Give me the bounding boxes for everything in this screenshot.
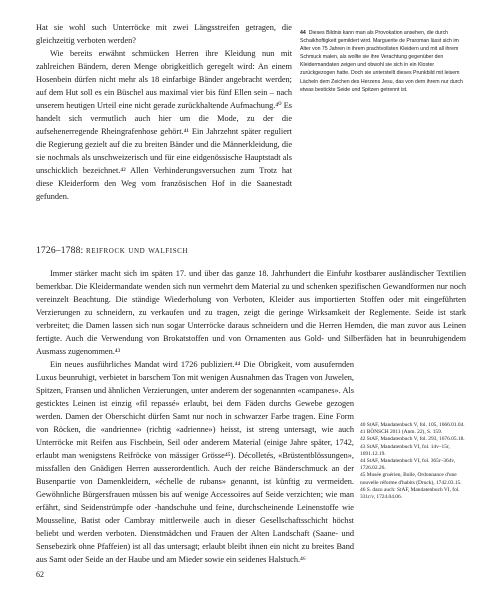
paragraph: Hat sie wohl such Unterröcke mit zwei Längsstreifen getragen, die gleichzeitig verboten werden? [36,23,292,45]
footnotes [360,422,470,501]
image-caption [300,29,470,94]
top-text-block [36,21,292,203]
caption-text: Dieses Bildnis kann man als Provokation ansehen, die durch Schaikhoftigkeit gemildert wird. Marguerite de Praroman lässt sich im Alter von 75 Jahren in ihrem prachtvollsten Kleidern und mit all ihrem Schmuck malen, als wollte sie ihre Verachtung gegenüber den Kleidermandaten zeigen und obwohl sie sich in ein Kloster zurückgezogen hatte. Doch sie unterstellt dieses Prunkbild mit leisem Lächeln dem Zeichen des Herzens Jesu, das von dem ihrem nur durch etwas bestickte Seide und Spitzen getrennt ist. [300,30,463,93]
footnote: 41 BÖNSCH 2011 (Anm. 22), S. 159. [360,429,443,436]
section-years: 1726–1788: [36,246,84,256]
footnote: 43 StAF, Mandatenbuch VI, fol. 14v–15r, 1691.12.19. [360,443,450,457]
footnote: 42 StAF, Mandatenbuch V, fol. 293, 1676.05.18. [360,436,465,443]
paragraph: Ein neues ausführliches Mandat wird 1726 publiziert.⁴⁴ Die Obrigkeit, vom ausufernden Luxus beunruhigt, verbietet in barschem Ton mit wenigen Ausnahmen das Tragen von Juwelen, Spitzen, Fransen und ähnlichen Verzierungen, unter anderem der sogenannten «campanes». Als gesticktes Leinen ist einzig «fil repassé» erlaubt, bei dem Fäden durchs Gewebe gezogen werden. Damen der Oberschicht dürfen Samt nur noch in schwarzer Farbe tragen. Eine Form von Röcken, die «andrienne» (richtig «adrienne») heisst, ist streng untersagt, wie auch Unterröcke mit Reifen aus Fischbein, Seil oder anderem Material (einige Jahre später, 1742, erlaubt man wenigstens Reifröcke von mässiger Grösse⁴⁵). Décolletés, «Brüstentblössungen», missfallen den Gnädigen Herren ausserordentlich. Auch der reiche Bänderschmuck an der Busenpartie von Damenkleidern, «échelle de rubans» genannt, ist künftig zu vermeiden. Gewöhnliche Bürgersfrauen müssen bis auf wenige Accessoires auf Seide verzichten; wie man erfährt, sind Seidenstrümpfe oder -handschuhe und feine, durchscheinende Leinenstoffe wie Mousseline, Batist oder Cambray mittlerweile auch in dieser Gesellschaftsschicht höchst beliebt und werden verboten. Dienstmädchen und Frauen der Alten Landschaft (Saane- und Sensebezirk ohne Pfaffeien) ist all das untersagt; erlaubt bleibt ihnen ein nicht zu breites Band aus Samt oder Seide an der Haube und am Mieder sowie ein seidenes Halstuch.⁴⁶ [36,360,354,564]
footnote: 44 StAF, Mandatenbuch VI, fol. 365r–364v, 1726.02.26. [360,458,456,472]
paragraph: Wie bereits erwähnt schmücken Herren ihre Kleidung nun mit zahlreichen Bändern, deren Menge obrigkeitlich geregelt wird: An einem Hosenbein dürfen nicht mehr als 18 einfarbige Bänder angebracht werden; auf dem Hut soll es ein Büschel aus maximal vier bis fünf Ellen sein – nach unserem heutigen Urteil eine nicht gerade zurückhaltende Aufmachung.⁴⁰ Es handelt sich vermutlich auch hier um die Mode, zu der die aufsehenerregende Rheingrafenhose gehört.⁴¹ Ein Jahrzehnt später reguliert die Regierung gezielt auf die zu breiten Bänder und die Männerkleidung, die sie nochmals als unschweizerisch und für eine eidgenössische Hauptstadt als unschicklich bezeichnet.⁴² Allen Verhinderungsversuchen zum Trotz hat diese Kleiderform den Weg vom französischen Hof in die Saanestadt gefunden. [36,49,292,201]
lower-text-block [36,267,466,566]
footnote: 46 S. dazu auch: StAF, Mandatenbuch VI, fol. 331r/v, 1724.04.06. [360,486,460,501]
caption-number: 44 [300,30,306,36]
section-title: reifrock und walfisch [85,246,189,256]
paragraph: Immer stärker macht sich im späten 17. und über das ganze 18. Jahrhundert die Einfuhr kostbarer ausländischer Textilien bemerkbar. Die Kleidermandate wenden sich nun vermehrt dem Material zu und schenken spezifischen Gewandformen nur noch vereinzelt Beachtung. Die ständige Wiederholung von Verboten, Kleider aus importierten Stoffen oder mit eingeführten Verzierungen zu schneidern, zu verkaufen und zu tragen, zeigt die geringe Wirksamkeit der Reglemente. Seide ist stark verbreitet; die Damen lassen sich nun sogar Unterröcke daraus schneidern und die Herren Hemden, die man zuvor aus Leinen fertigte. Auch die Verwendung von Brokatstoffen und von Ornamenten aus Gold- und Silberfäden hat in beunruhigendem Ausmass zugenommen.⁴³ [36,269,466,356]
footnote: 45 Musée gruérien, Bulle, Ordonnance d'une nouvelle réforme d'habits (Druck), 1742.03.15. [360,472,462,486]
section-heading [36,246,466,256]
page-number: 62 [36,570,44,579]
footnote: 40 StAF, Mandatenbuch V, fol. 105, 1666.01.04. [360,422,465,428]
